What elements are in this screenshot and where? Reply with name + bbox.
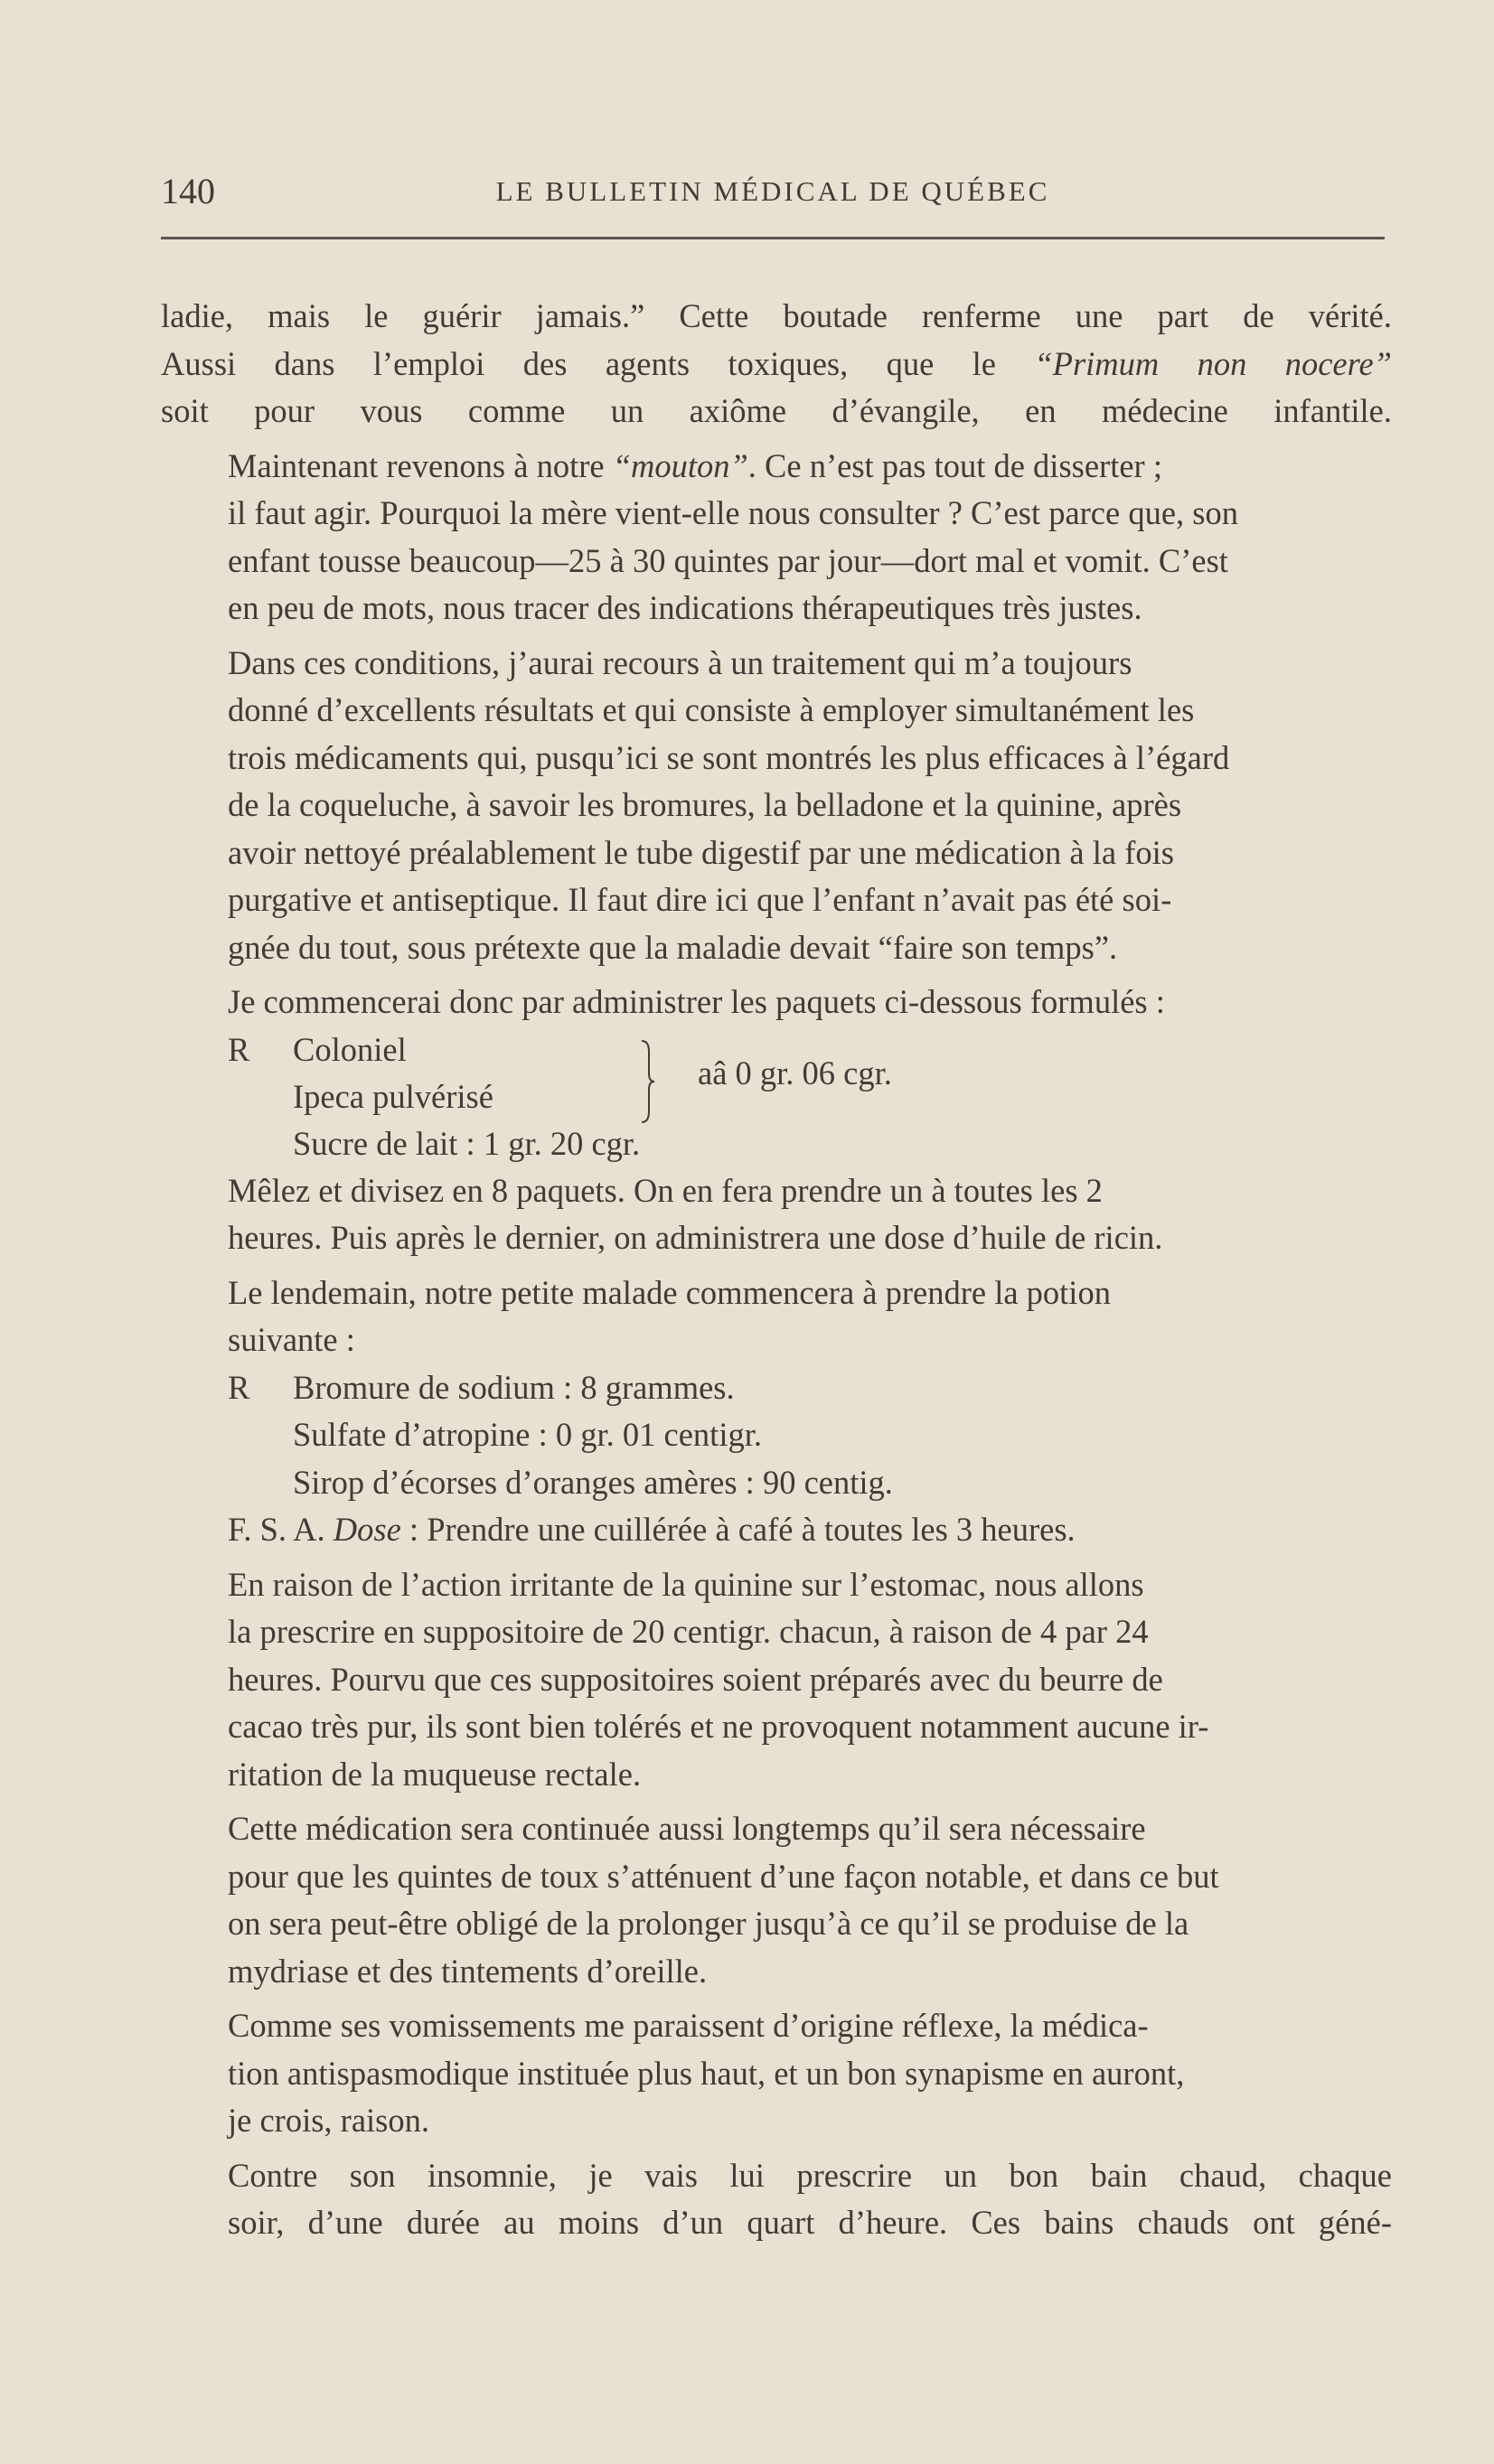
ingredient: Sirop d’écorses d’oranges amères : 90 centig. [293,1463,893,1501]
prescription-line [228,1411,1392,1459]
page-header [161,170,1385,220]
text-line [161,443,1392,491]
paragraph [161,443,1392,632]
paragraph [161,2152,1392,2247]
text-line: Le lendemain, notre petite malade commencera à prendre la potion [228,1273,1111,1311]
paragraph [161,293,1392,436]
text-line: en peu de mots, nous tracer des indications thérapeutiques très justes. [228,589,1142,626]
ingredient: Sucre de lait : 1 gr. 20 cgr. [293,1124,641,1162]
text-line: la prescrire en suppositoire de 20 centigr. chacun, à raison de 4 par 24 [228,1613,1149,1650]
text-segment: : Prendre une cuillérée à café à toutes les 3 heures. [400,1511,1076,1548]
header-rule [161,237,1385,239]
text-line: heures. Pourvu que ces suppositoires soient préparés avec du beurre de [228,1660,1163,1698]
text-line: purgative et antiseptique. Il faut dire ici que l’enfant n’avait pas été soi- [228,881,1172,918]
paragraph: Je commencerai donc par administrer les paquets ci-dessous formulés : [228,983,1165,1020]
recipe-symbol: R [228,1030,250,1068]
text-line: soir, d’une durée au moins d’un quart d’heure. Ces bains chauds ont géné- [228,2204,1392,2241]
text-line: Contre son insomnie, je vais lui prescrire un bon bain chaud, chaque [228,2156,1392,2194]
paragraph [161,2002,1392,2145]
text-line: Mêlez et divisez en 8 paquets. On en fera prendre un à toutes les 2 [228,1171,1103,1209]
ingredient: Ipeca pulvérisé [293,1077,493,1115]
text-line: avoir nettoyé préalablement le tube digestif par une médication à la fois [228,833,1174,871]
prescription-line [228,1364,1392,1412]
paragraph [161,1805,1392,1995]
text-line: je crois, raison. [228,2102,429,2139]
paragraph [161,1167,1392,1262]
text-line: il faut agir. Pourquoi la mère vient-elle nous consulter ? C’est parce que, son [228,494,1238,531]
text-line: Cette médication sera continuée aussi longtemps qu’il sera nécessaire [228,1810,1146,1847]
running-title: LE BULLETIN MÉDICAL DE QUÉBEC [495,175,1050,207]
text-segment: Maintenant revenons à notre [228,446,613,484]
text-line: on sera peut-être obligé de la prolonger jusqu’à ce qu’il se produise de la [228,1905,1189,1942]
text-line [161,341,1392,389]
italic-term: “mouton” [612,446,748,484]
text-line: soit pour vous comme un axiôme d’évangile, en médecine infantile. [161,392,1392,429]
text-line: mydriase et des tintements d’oreille. [228,1952,708,1990]
brace-icon [640,1039,656,1124]
latin-quote: “Primum non nocere” [1034,344,1392,382]
text-line: ladie, mais le guérir jamais.” Cette boutade renferme une part de vérité. [161,297,1392,334]
text-line: Dans ces conditions, j’aurai recours à un traitement qui m’a toujours [228,643,1132,681]
paragraph [161,1561,1392,1799]
text-line: pour que les quintes de toux s’atténuent d’une façon notable, et dans ce but [228,1857,1219,1895]
text-segment: . Ce n’est pas tout de disserter ; [747,446,1162,484]
text-line: suivante : [228,1321,355,1358]
text-line: heures. Puis après le dernier, on administrera une dose d’huile de ricin. [228,1219,1163,1256]
text-segment: Aussi dans l’emploi des agents toxiques, que le [161,344,1035,382]
paragraph [161,640,1392,972]
paragraph [161,1269,1392,1364]
prescription-line [228,1459,1392,1507]
ingredient: Coloniel [293,1030,407,1068]
text-line: gnée du tout, sous prétexte que la maladie devait “faire son temps”. [228,928,1118,966]
ingredient: Bromure de sodium : 8 grammes. [293,1368,735,1406]
prescription-2 [228,1364,1392,1507]
text-line: donné d’excellents résultats et qui consiste à employer simultanément les [228,691,1195,728]
text-line: de la coqueluche, à savoir les bromures, la belladone et la quinine, après [228,786,1182,823]
dose-label: Dose [333,1511,401,1548]
recipe-symbol: R [228,1368,250,1406]
ingredient-dose: aâ 0 gr. 06 cgr. [698,1054,892,1091]
text-line: Comme ses vomissements me paraissent d’origine réflexe, la médica- [228,2007,1149,2044]
ingredient: Sulfate d’atropine : 0 gr. 01 centigr. [293,1416,762,1453]
text-line: tion antispasmodique instituée plus haut, et un bon synapisme en auront, [228,2054,1185,2092]
text-line: trois médicaments qui, pusqu’ici se sont montrés les plus efficaces à l’égard [228,738,1230,776]
text-segment: F. S. A. [228,1511,334,1548]
paragraph [161,1506,1392,1554]
body-text [161,293,1392,2247]
prescription-1 [228,1026,1392,1167]
page-number: 140 [161,171,215,211]
text-line: cacao très pur, ils sont bien tolérés et ne provoquent notamment aucune ir- [228,1708,1209,1745]
text-line: En raison de l’action irritante de la quinine sur l’estomac, nous allons [228,1565,1144,1603]
text-line: ritation de la muqueuse rectale. [228,1755,642,1793]
text-line: enfant tousse beaucoup—25 à 30 quintes par jour—dort mal et vomit. C’est [228,541,1228,579]
